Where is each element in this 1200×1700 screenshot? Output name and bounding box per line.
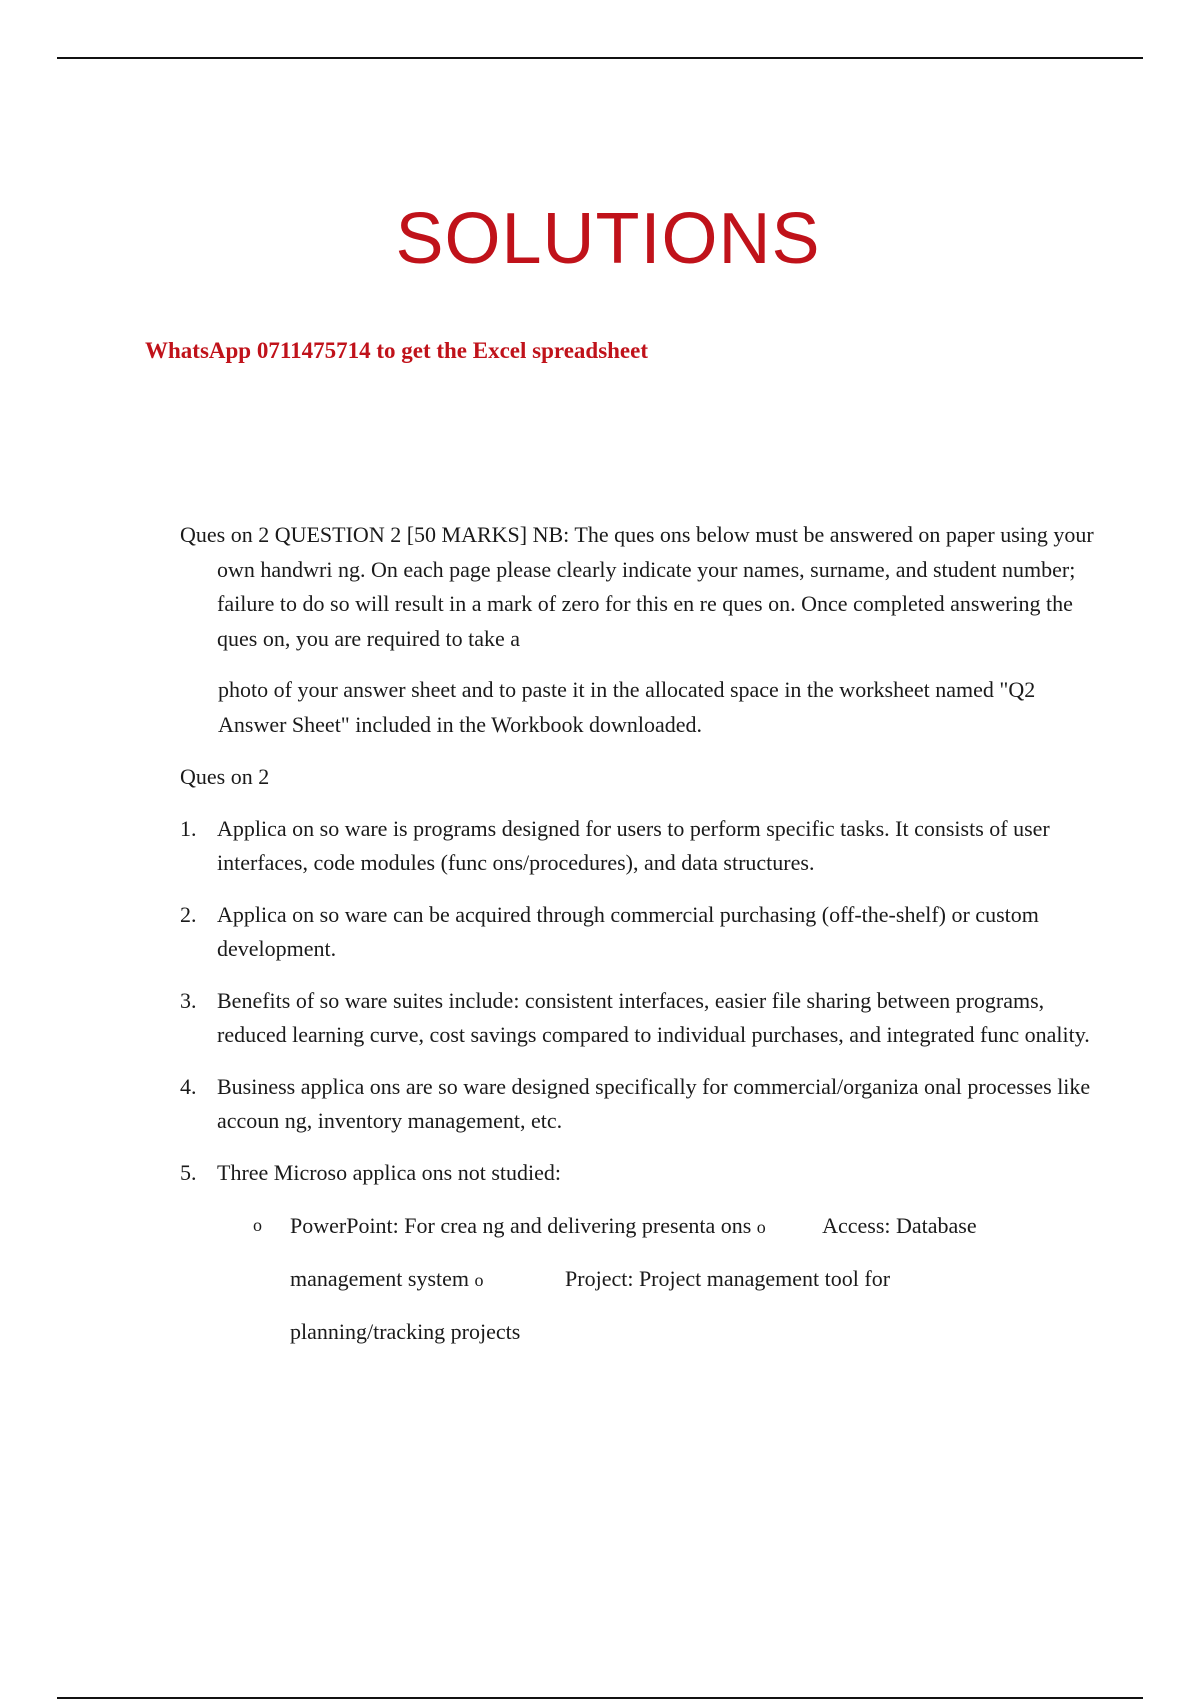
- sub-item-access: Access: Database: [822, 1213, 977, 1238]
- list-item-text: Applica on so ware is programs designed for users to perform specific tasks. It consists of user interfaces, code modules (func ons/procedures), and data structures.: [217, 815, 1050, 875]
- bottom-rule: [57, 1697, 1143, 1699]
- list-item: [180, 1070, 1100, 1139]
- document-body: [180, 518, 1100, 1357]
- list-item-number: 5.: [180, 1159, 197, 1185]
- bullet-marker: o: [253, 1215, 262, 1235]
- list-item-number: 4.: [180, 1073, 197, 1099]
- list-item-text: Benefits of so ware suites include: consistent interfaces, easier file sharing between programs, reduced learning curve, cost savings compared to individual purchases, and integrated func onality.: [217, 987, 1090, 1047]
- list-item-number: 1.: [180, 815, 197, 841]
- list-item-number: 2.: [180, 901, 197, 927]
- intro-paragraph: Ques on 2 QUESTION 2 [50 MARKS] NB: The ques ons below must be answered on paper using your own handwri ng. On each page please clearly indicate your names, surname, and student number; failure to do so will result in a mark of zero for this en re ques on. Once completed answering the ques on, you are required to take a: [180, 522, 1094, 651]
- sub-list: [180, 1200, 1100, 1357]
- section-heading: Ques on 2: [180, 764, 270, 789]
- top-rule: [57, 57, 1143, 59]
- list-item: [180, 898, 1100, 967]
- bullet-marker: o: [474, 1270, 484, 1290]
- answers-list: [180, 812, 1100, 1191]
- contact-line: WhatsApp 0711475714 to get the Excel spreadsheet: [145, 338, 649, 363]
- bullet-marker: o: [756, 1217, 766, 1237]
- list-item: [180, 984, 1100, 1053]
- list-item-text: Applica on so ware can be acquired through commercial purchasing (off-the-shelf) or custom development.: [217, 901, 1039, 961]
- list-item: [180, 812, 1100, 881]
- intro-continuation: photo of your answer sheet and to paste it in the allocated space in the worksheet named "Q2 Answer Sheet" included in the Workbook downloaded.: [218, 677, 1036, 737]
- sub-item-project: Project: Project management tool for: [565, 1266, 891, 1291]
- sub-item-access-cont: management system: [290, 1266, 470, 1291]
- sub-item-powerpoint: PowerPoint: For crea ng and delivering presenta ons: [290, 1213, 752, 1238]
- sub-item-project-cont: planning/tracking projects: [290, 1319, 521, 1344]
- list-item-text: Three Microso applica ons not studied:: [217, 1159, 561, 1185]
- list-item-text: Business applica ons are so ware designed specifically for commercial/organiza onal processes like accoun ng, inventory management, etc.: [217, 1073, 1091, 1133]
- list-item-number: 3.: [180, 987, 197, 1013]
- list-item: [180, 1156, 1100, 1191]
- page-title: SOLUTIONS: [395, 199, 821, 279]
